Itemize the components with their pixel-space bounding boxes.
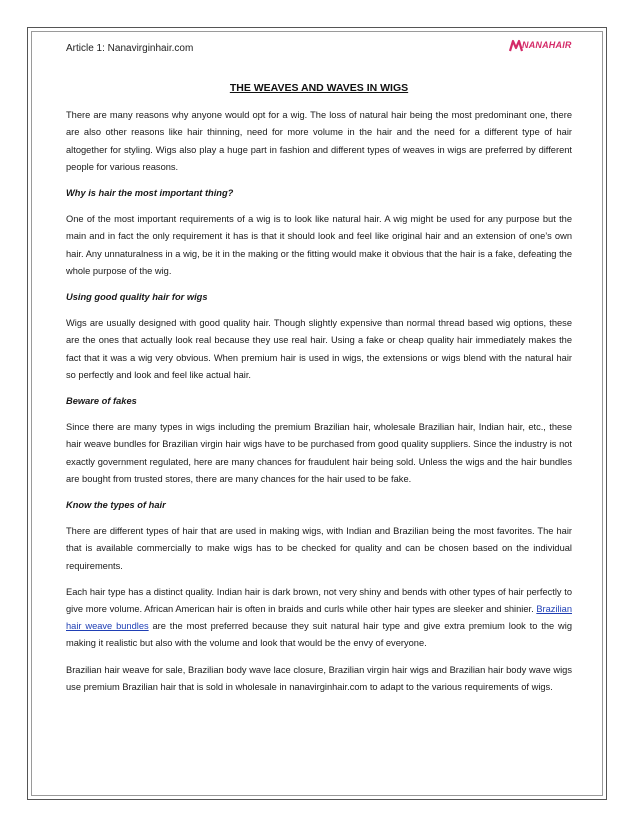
intro-paragraph: There are many reasons why anyone would opt for a wig. The loss of natural hair being the most predominant one, there are also other reasons like hair thinning, need for more volume in the hair and the need for a different type of hair altogether for styling. Wigs also play a huge part in fashion and different types of weaves in wigs are preferred by different people for various reasons. bbox=[66, 110, 572, 172]
logo-text: NANAHAIR bbox=[522, 40, 572, 50]
section-heading-importance: Why is hair the most important thing? bbox=[66, 188, 234, 199]
hair-types-text-before: Each hair type has a distinct quality. Indian hair is dark brown, not very shiny and bends with other types of hair perfectly to give more volume. African American hair is often in braids and curls while other hair types are sleeker and shinier. bbox=[66, 586, 572, 615]
section-body-types: There are different types of hair that are used in making wigs, with Indian and Brazilian being the most favorites. The hair that is available commercially to make wigs has to be checked for quality and can be chosen based on the individual requirements. bbox=[66, 526, 572, 571]
hair-types-paragraph bbox=[66, 584, 572, 653]
brazilian-bundles-link[interactable]: Brazilian hair weave bundles bbox=[66, 604, 572, 632]
section-body-importance: One of the most important requirements of a wig is to look like natural hair. A wig might be used for any purpose but the main and in fact the only requirement it has is that it should look and feel like original hair and an extension of one’s own hair. Any unnaturalness in a wig, be it in the making or the fitting would make it obvious that the hair is a fake, defeating the whole purpose of the wig. bbox=[66, 214, 572, 276]
closing-paragraph: Brazilian hair weave for sale, Brazilian body wave lace closure, Brazilian virgin hair wigs and Brazilian hair body wave wigs use premium Brazilian hair that is sold in wholesale in nanavirginhair.com to adapt to the various requirements of wigs. bbox=[66, 664, 572, 692]
section-heading-types: Know the types of hair bbox=[66, 500, 166, 511]
article-body bbox=[66, 80, 572, 705]
hair-types-text-after: are the most preferred because they suit natural hair type and give extra premium look to the wig making it realistic but also with the volume and look that would be the envy of everyone. bbox=[66, 621, 572, 649]
article-title: THE WEAVES AND WAVES IN WIGS bbox=[229, 82, 409, 94]
section-body-quality: Wigs are usually designed with good quality hair. Though slightly expensive than normal thread based wig options, these are the ones that actually look real because they use real hair. Using a fake or cheap quality hair immediately makes the fact that it was a wig very obvious. When premium hair is used in wigs, the extensions or wigs blend with the natural hair so perfectly and look and feel like actual hair. bbox=[66, 318, 572, 380]
section-body-fakes: Since there are many types in wigs including the premium Brazilian hair, wholesale Brazilian hair, Indian hair, etc., these hair weave bundles for Brazilian virgin hair wigs have to be purchased from good quality suppliers. Since the industry is not exactly government regulated, here are many chances for fraudulent hair being sold. Unless the wigs and the hair bundles are bought from trusted stores, there are many chances for the hair used to be fake. bbox=[66, 422, 572, 484]
section-heading-quality: Using good quality hair for wigs bbox=[66, 292, 208, 303]
header-article-label: Article 1: Nanavirginhair.com bbox=[66, 43, 194, 54]
brand-logo bbox=[508, 38, 570, 54]
section-heading-fakes: Beware of fakes bbox=[66, 396, 137, 407]
